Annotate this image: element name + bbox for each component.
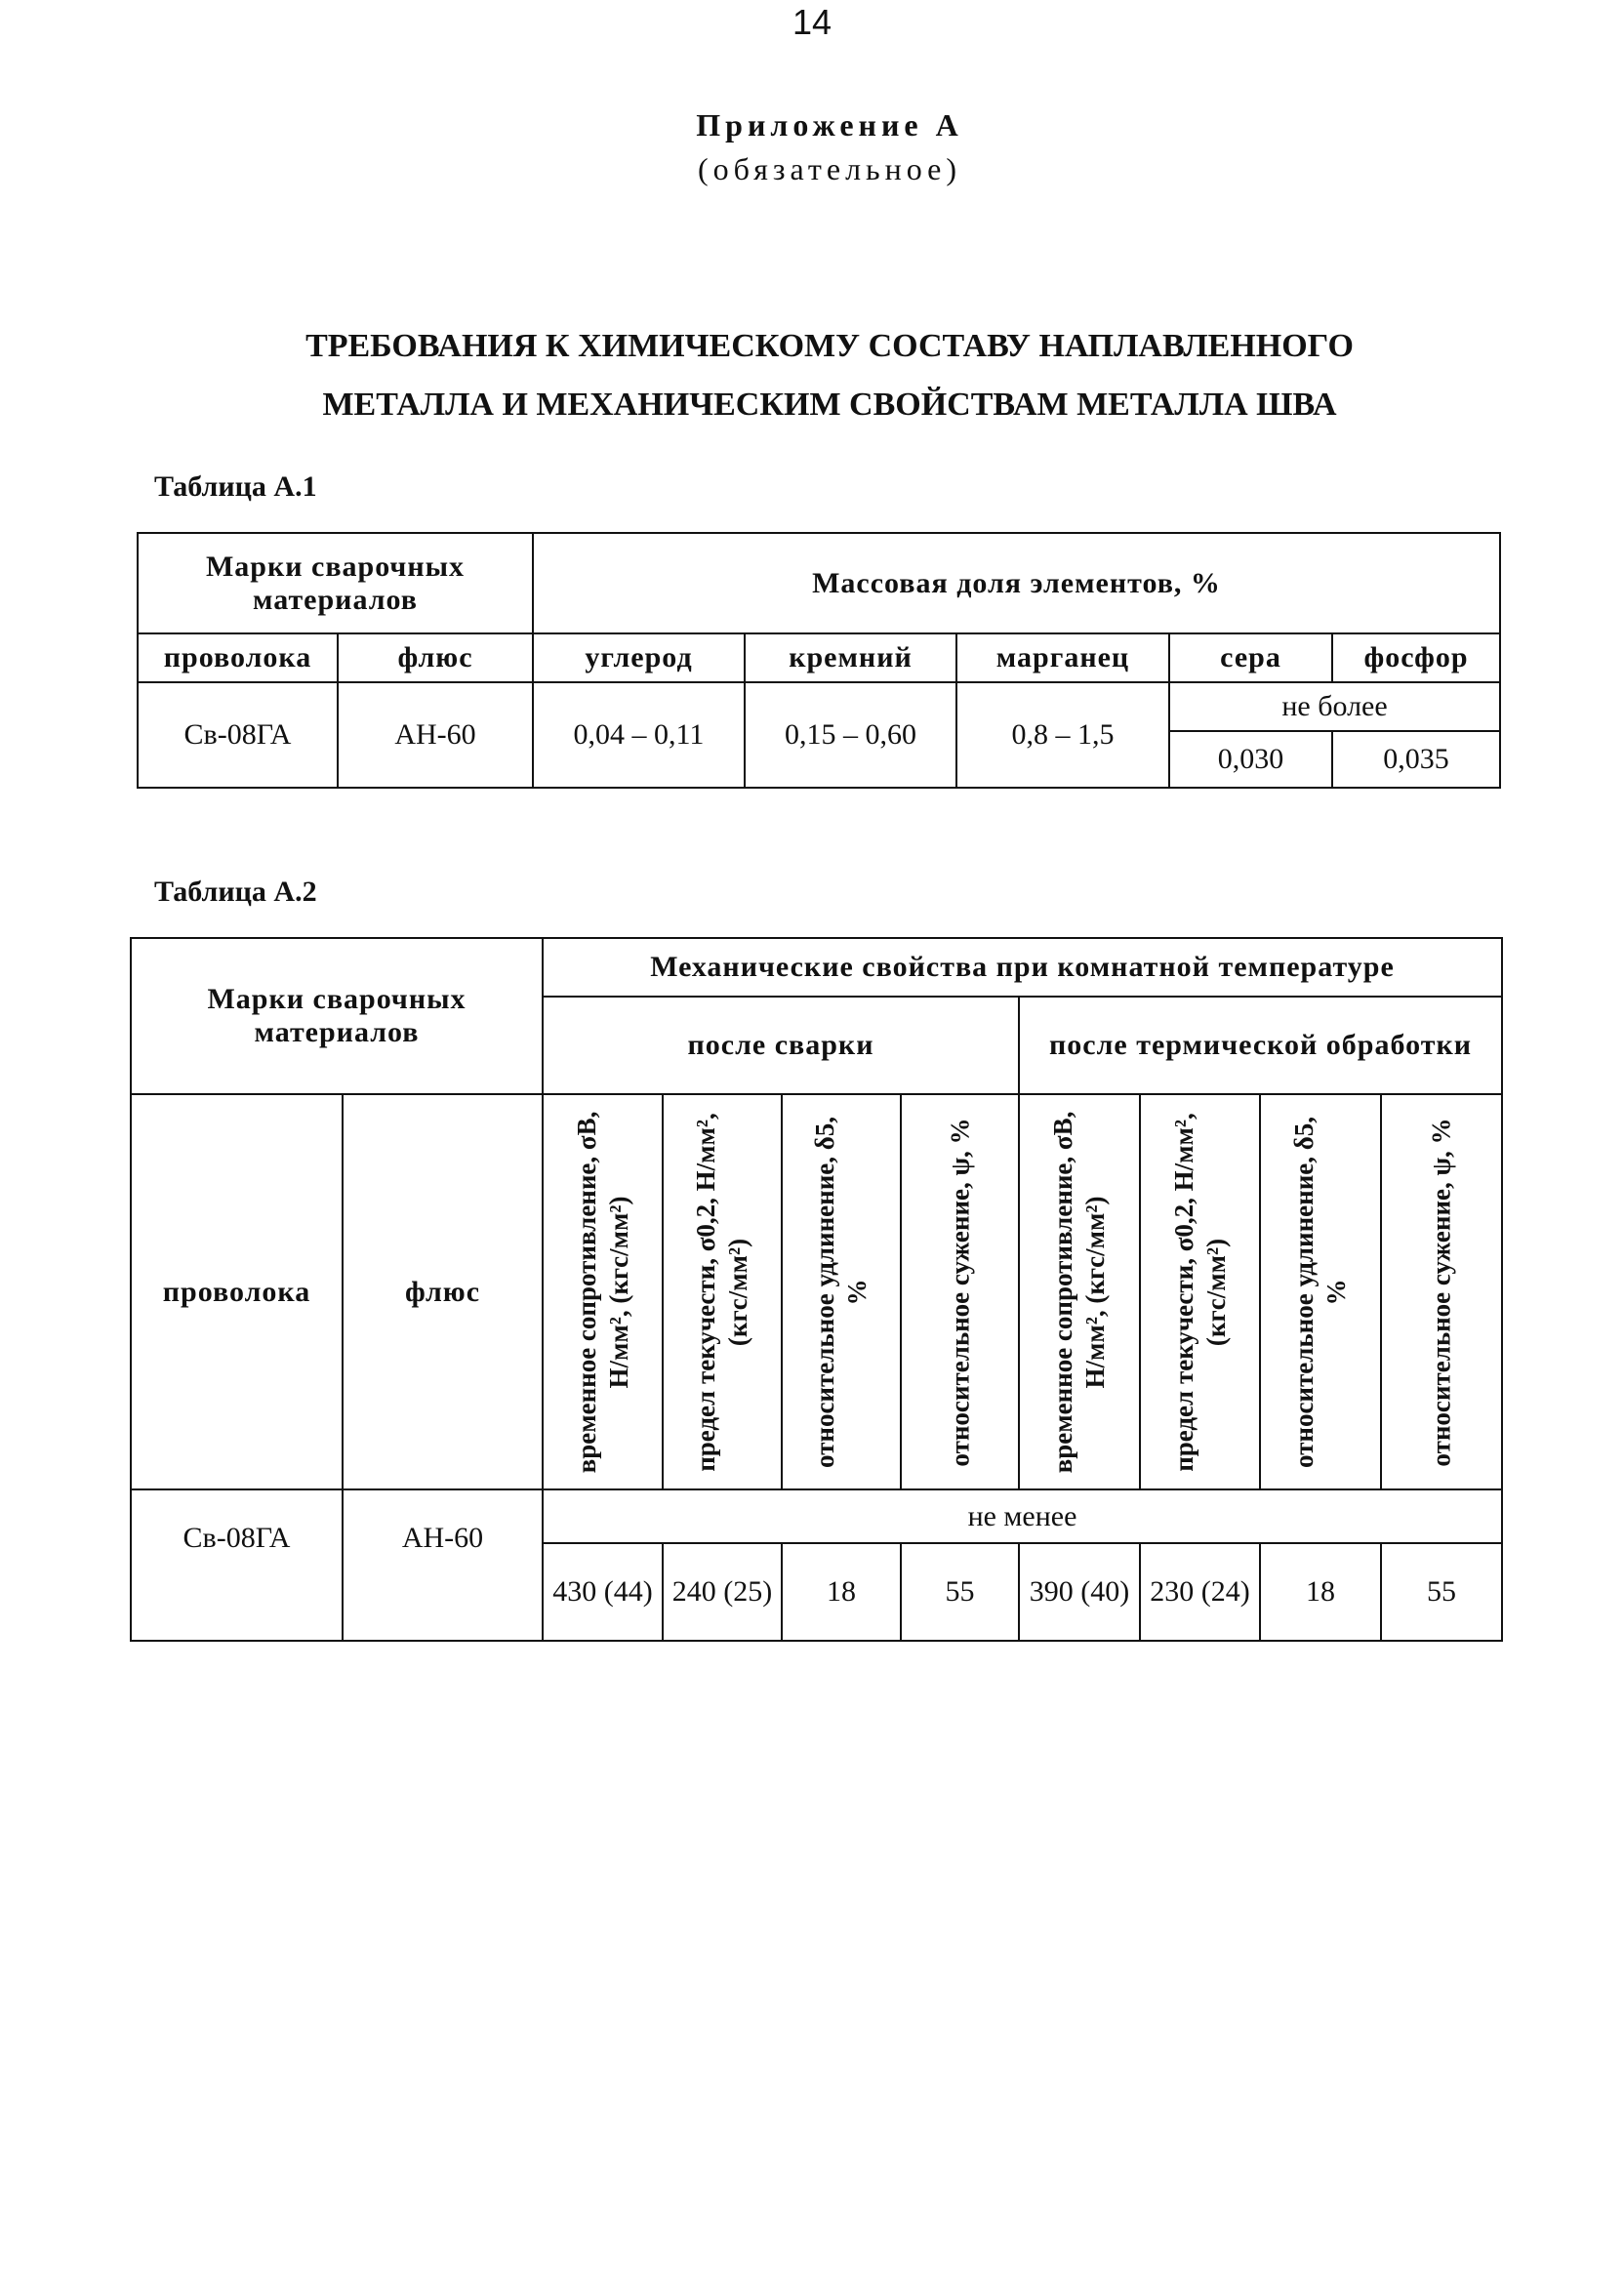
vheader-reduction-of-area xyxy=(901,1094,1019,1489)
cell-value: 18 xyxy=(782,1543,901,1641)
cell-manganese: 0,8 – 1,5 xyxy=(956,682,1169,788)
vheader-elongation-heat xyxy=(1260,1094,1381,1489)
col-header-phosphorus: фосфор xyxy=(1332,633,1500,682)
document-title-line-1: ТРЕБОВАНИЯ К ХИМИЧЕСКОМУ СОСТАВУ НАПЛАВЛЕННОГО xyxy=(305,328,1354,364)
vheader-text: временное сопротивление, σВ, Н/мм², (кгс/мм²) xyxy=(571,1111,633,1473)
vheader-text: временное сопротивление, σВ, Н/мм², (кгс/мм²) xyxy=(1048,1111,1110,1473)
vheader-text: относительное удлинение, δ5, % xyxy=(1289,1116,1351,1468)
col-header-flux: флюс xyxy=(338,633,533,682)
chemical-composition-table xyxy=(137,532,1501,789)
appendix-title: Приложение А xyxy=(696,107,963,143)
document-title xyxy=(0,317,1624,434)
vheader-text: относительное сужение, ψ, % xyxy=(1426,1117,1456,1467)
vheader-tensile-strength-heat xyxy=(1019,1094,1140,1489)
header-after-heat-treatment: после термической обработки xyxy=(1019,997,1502,1094)
cell-value: 18 xyxy=(1260,1543,1381,1641)
page-number: 14 xyxy=(792,2,832,42)
cell-value: 390 (40) xyxy=(1019,1543,1140,1641)
header-welding-materials: Марки сварочных материалов xyxy=(138,533,533,633)
vheader-tensile-strength xyxy=(543,1094,663,1489)
vheader-text: предел текучести, σ0,2, Н/мм², (кгс/мм²) xyxy=(1168,1112,1231,1472)
cell-value: 230 (24) xyxy=(1140,1543,1260,1641)
cell-phosphorus: 0,035 xyxy=(1332,731,1500,788)
vheader-text: предел текучести, σ0,2, Н/мм², (кгс/мм²) xyxy=(691,1112,752,1472)
col-header-wire: проволока xyxy=(138,633,338,682)
cell-wire: Св-08ГА xyxy=(131,1489,343,1641)
appendix-subtitle: (обязательное) xyxy=(698,151,961,186)
vheader-reduction-of-area-heat xyxy=(1381,1094,1502,1489)
document-title-line-2: МЕТАЛЛА И МЕХАНИЧЕСКИМ СВОЙСТВАМ МЕТАЛЛА ШВА xyxy=(322,387,1337,423)
cell-value: 240 (25) xyxy=(663,1543,782,1641)
vheader-text: относительное удлинение, δ5, % xyxy=(810,1116,872,1468)
cell-flux: АН-60 xyxy=(343,1489,543,1641)
cell-silicon: 0,15 – 0,60 xyxy=(745,682,956,788)
cell-value: 430 (44) xyxy=(543,1543,663,1641)
cell-limit-note: не более xyxy=(1169,682,1500,731)
vheader-yield-strength xyxy=(663,1094,782,1489)
table1-caption: Таблица А.1 xyxy=(154,470,317,503)
col-header-carbon: углерод xyxy=(533,633,745,682)
col-header-wire: проволока xyxy=(131,1094,343,1489)
cell-value: 55 xyxy=(901,1543,1019,1641)
mechanical-properties-table xyxy=(130,937,1503,1642)
table2-caption: Таблица А.2 xyxy=(154,876,317,908)
cell-flux: АН-60 xyxy=(338,682,533,788)
vheader-yield-strength-heat xyxy=(1140,1094,1260,1489)
cell-value: 55 xyxy=(1381,1543,1502,1641)
col-header-silicon: кремний xyxy=(745,633,956,682)
header-mass-fraction: Массовая доля элементов, % xyxy=(533,533,1500,633)
header-welding-materials: Марки сварочных материалов xyxy=(131,938,543,1094)
cell-limit-note: не менее xyxy=(543,1489,1502,1543)
vheader-elongation xyxy=(782,1094,901,1489)
cell-sulfur: 0,030 xyxy=(1169,731,1332,788)
col-header-sulfur: сера xyxy=(1169,633,1332,682)
cell-carbon: 0,04 – 0,11 xyxy=(533,682,745,788)
vheader-text: относительное сужение, ψ, % xyxy=(945,1117,974,1467)
cell-wire: Св-08ГА xyxy=(138,682,338,788)
col-header-manganese: марганец xyxy=(956,633,1169,682)
header-mechanical-properties: Механические свойства при комнатной температуре xyxy=(543,938,1502,997)
header-after-welding: после сварки xyxy=(543,997,1019,1094)
col-header-flux: флюс xyxy=(343,1094,543,1489)
